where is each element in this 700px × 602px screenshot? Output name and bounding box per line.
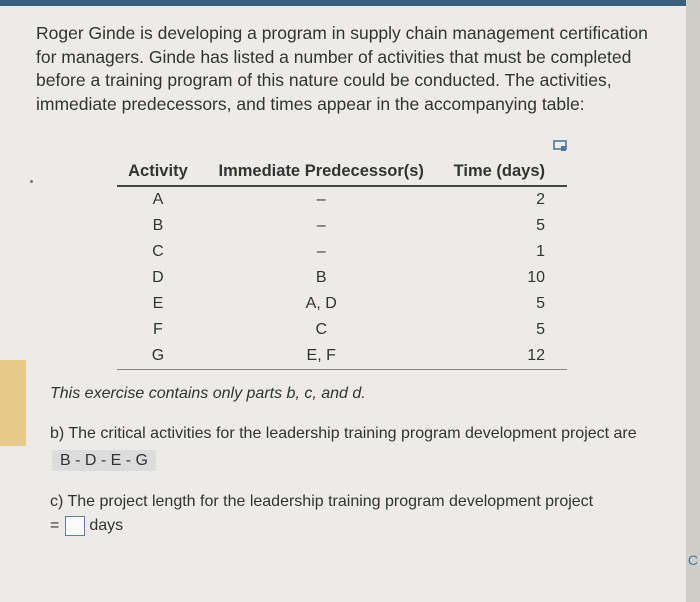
problem-intro: Roger Ginde is developing a program in supply chain management certification for managers. Ginde has listed a number of activities that must be completed before a training program of this nature could be conducted. The activities, immediate predecessors, and times appear in the accompanying table: bbox=[36, 23, 648, 114]
left-highlight-strip bbox=[0, 360, 26, 446]
part-c-text: c) The project length for the leadership training program development project bbox=[50, 493, 594, 510]
unit-label: days bbox=[89, 517, 124, 534]
part-c-answer-line bbox=[50, 514, 650, 538]
cell-predecessors: E, F bbox=[199, 343, 444, 370]
cell-time: 12 bbox=[444, 343, 567, 370]
cell-activity: D bbox=[152, 269, 164, 286]
part-b bbox=[50, 420, 650, 474]
cell-time: 10 bbox=[527, 269, 545, 286]
header-predecessors: Immediate Predecessor(s) bbox=[199, 156, 444, 186]
cell-time: 5 bbox=[536, 321, 545, 338]
table-row bbox=[117, 186, 567, 213]
cell-predecessors: C bbox=[315, 321, 327, 338]
table-row bbox=[117, 239, 567, 265]
cell-activity: C bbox=[152, 243, 164, 260]
table-row bbox=[117, 317, 567, 343]
cell-activity: A bbox=[152, 191, 164, 208]
table-header-row bbox=[117, 156, 567, 186]
table-row bbox=[117, 265, 567, 291]
cell-time: 5 bbox=[536, 217, 545, 234]
margin-dot bbox=[30, 180, 33, 183]
critical-path-answer: B - D - E - G bbox=[52, 450, 156, 471]
cell-time: 5 bbox=[536, 295, 545, 312]
cell-predecessors: – bbox=[316, 243, 326, 260]
cell-predecessors: B bbox=[315, 269, 327, 286]
cell-time: 2 bbox=[536, 191, 545, 208]
project-length-input[interactable] bbox=[65, 516, 85, 536]
header-activity: Activity bbox=[117, 156, 199, 186]
top-bar bbox=[0, 0, 700, 6]
cell-activity: B bbox=[152, 217, 164, 234]
cell-activity: E bbox=[152, 295, 164, 312]
equals-sign: = bbox=[50, 517, 60, 534]
table-row bbox=[117, 213, 567, 239]
right-edge-glyph: C bbox=[687, 552, 698, 568]
cell-predecessors: – bbox=[316, 217, 326, 234]
right-panel-edge bbox=[686, 0, 700, 602]
cell-predecessors: A, D bbox=[305, 295, 337, 312]
cell-activity: G bbox=[117, 343, 199, 370]
cell-activity: F bbox=[153, 321, 163, 338]
activity-table bbox=[117, 156, 567, 370]
table-row bbox=[117, 343, 567, 370]
cell-predecessors: – bbox=[316, 191, 326, 208]
part-b-text: b) The critical activities for the leadership training program development project are bbox=[50, 425, 637, 442]
exercise-note: This exercise contains only parts b, c, and d. bbox=[50, 385, 366, 402]
table-row bbox=[117, 291, 567, 317]
expand-table-icon[interactable] bbox=[553, 140, 567, 152]
cell-time: 1 bbox=[536, 243, 545, 260]
header-time: Time (days) bbox=[444, 156, 567, 186]
part-c bbox=[50, 490, 650, 538]
